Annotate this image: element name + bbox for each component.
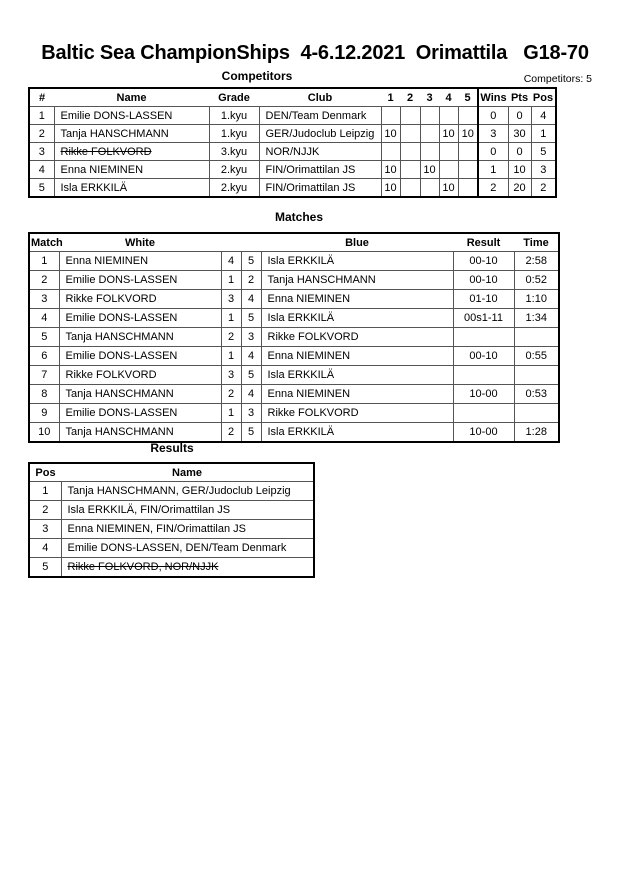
col-header-blue-num — [241, 233, 261, 252]
matches-heading: Matches — [274, 210, 324, 224]
col-header-blue: Blue — [261, 233, 453, 252]
match-result — [453, 404, 514, 423]
competitor-name: Emilie DONS-LASSEN — [54, 107, 209, 125]
match-time: 1:28 — [514, 423, 559, 443]
score-cell — [381, 107, 400, 125]
white-competitor-number: 3 — [221, 366, 241, 385]
score-cell — [439, 107, 458, 125]
white-competitor-number: 1 — [221, 309, 241, 328]
blue-competitor-number: 4 — [241, 347, 261, 366]
competitor-wins: 3 — [478, 125, 508, 143]
result-name: Rikke FOLKVORD, NOR/NJJK — [61, 558, 314, 578]
blue-competitor: Tanja HANSCHMANN — [261, 271, 453, 290]
col-header-club: Club — [259, 88, 381, 107]
competitor-club: FIN/Orimattilan JS — [259, 161, 381, 179]
col-header-4: 4 — [439, 88, 458, 107]
result-name: Isla ERKKILÄ, FIN/Orimattilan JS — [61, 501, 314, 520]
white-competitor: Emilie DONS-LASSEN — [59, 271, 221, 290]
score-cell: 10 — [381, 179, 400, 198]
white-competitor: Tanja HANSCHMANN — [59, 423, 221, 443]
col-header-result: Result — [453, 233, 514, 252]
white-competitor-number: 2 — [221, 328, 241, 347]
col-header-time: Time — [514, 233, 559, 252]
score-cell — [439, 143, 458, 161]
result-row — [29, 482, 314, 501]
match-number: 10 — [29, 423, 59, 443]
competitor-name: Rikke FOLKVORD — [54, 143, 209, 161]
col-header-name: Name — [61, 463, 314, 482]
col-header-pts: Pts — [508, 88, 531, 107]
white-competitor-number: 1 — [221, 271, 241, 290]
competitor-row — [29, 107, 556, 125]
matches-header-row — [29, 233, 559, 252]
score-cell — [400, 143, 420, 161]
blue-competitor: Isla ERKKILÄ — [261, 423, 453, 443]
match-result: 00s1-11 — [453, 309, 514, 328]
blue-competitor: Rikke FOLKVORD — [261, 328, 453, 347]
col-header-5: 5 — [458, 88, 478, 107]
blue-competitor: Enna NIEMINEN — [261, 347, 453, 366]
competitor-pts: 20 — [508, 179, 531, 198]
white-competitor: Rikke FOLKVORD — [59, 290, 221, 309]
score-cell — [400, 161, 420, 179]
match-row — [29, 309, 559, 328]
match-result: 10-00 — [453, 385, 514, 404]
score-cell: 10 — [439, 179, 458, 198]
competitor-club: NOR/NJJK — [259, 143, 381, 161]
col-header-pos: Pos — [29, 463, 61, 482]
match-row — [29, 366, 559, 385]
competitor-name: Enna NIEMINEN — [54, 161, 209, 179]
competitor-name: Isla ERKKILÄ — [54, 179, 209, 198]
competitor-number: 1 — [29, 107, 54, 125]
competitor-row — [29, 143, 556, 161]
competitor-wins: 1 — [478, 161, 508, 179]
white-competitor: Tanja HANSCHMANN — [59, 328, 221, 347]
result-position: 3 — [29, 520, 61, 539]
white-competitor: Emilie DONS-LASSEN — [59, 347, 221, 366]
col-header-2: 2 — [400, 88, 420, 107]
match-row — [29, 385, 559, 404]
competitor-row — [29, 125, 556, 143]
results-header-row — [29, 463, 314, 482]
match-number: 1 — [29, 252, 59, 271]
white-competitor-number: 4 — [221, 252, 241, 271]
score-cell — [439, 161, 458, 179]
result-row — [29, 558, 314, 578]
competitor-grade: 2.kyu — [209, 161, 259, 179]
score-cell — [420, 179, 439, 198]
col-header-3: 3 — [420, 88, 439, 107]
match-result: 01-10 — [453, 290, 514, 309]
white-competitor-number: 1 — [221, 404, 241, 423]
blue-competitor-number: 4 — [241, 385, 261, 404]
competitor-pos: 1 — [531, 125, 556, 143]
match-number: 8 — [29, 385, 59, 404]
white-competitor: Enna NIEMINEN — [59, 252, 221, 271]
competitors-heading: Competitors — [221, 69, 293, 83]
blue-competitor-number: 2 — [241, 271, 261, 290]
match-time — [514, 404, 559, 423]
match-time — [514, 366, 559, 385]
competitor-grade: 1.kyu — [209, 107, 259, 125]
score-cell: 10 — [439, 125, 458, 143]
col-header-pos: Pos — [531, 88, 556, 107]
blue-competitor-number: 5 — [241, 366, 261, 385]
score-cell — [458, 107, 478, 125]
match-number: 2 — [29, 271, 59, 290]
match-row — [29, 423, 559, 443]
competitor-number: 4 — [29, 161, 54, 179]
competitor-club: FIN/Orimattilan JS — [259, 179, 381, 198]
blue-competitor: Enna NIEMINEN — [261, 290, 453, 309]
blue-competitor-number: 5 — [241, 423, 261, 443]
competitor-row — [29, 179, 556, 198]
match-row — [29, 347, 559, 366]
competitor-pts: 10 — [508, 161, 531, 179]
matches-table — [28, 232, 560, 443]
score-cell — [458, 179, 478, 198]
score-cell: 10 — [381, 125, 400, 143]
blue-competitor-number: 3 — [241, 404, 261, 423]
result-position: 4 — [29, 539, 61, 558]
match-result: 00-10 — [453, 252, 514, 271]
col-header-num: # — [29, 88, 54, 107]
white-competitor: Emilie DONS-LASSEN — [59, 404, 221, 423]
white-competitor-number: 2 — [221, 423, 241, 443]
match-time — [514, 328, 559, 347]
competitors-table — [28, 87, 557, 198]
match-time: 0:52 — [514, 271, 559, 290]
match-number: 4 — [29, 309, 59, 328]
col-header-white-num — [221, 233, 241, 252]
results-table — [28, 462, 315, 578]
competitor-number: 3 — [29, 143, 54, 161]
col-header-1: 1 — [381, 88, 400, 107]
match-row — [29, 252, 559, 271]
result-position: 2 — [29, 501, 61, 520]
col-header-grade: Grade — [209, 88, 259, 107]
score-cell — [420, 125, 439, 143]
blue-competitor-number: 4 — [241, 290, 261, 309]
match-result — [453, 366, 514, 385]
match-row — [29, 271, 559, 290]
col-header-wins: Wins — [478, 88, 508, 107]
col-header-name: Name — [54, 88, 209, 107]
result-name: Emilie DONS-LASSEN, DEN/Team Denmark — [61, 539, 314, 558]
white-competitor-number: 1 — [221, 347, 241, 366]
results-heading: Results — [150, 441, 194, 455]
match-time: 2:58 — [514, 252, 559, 271]
competitor-pts: 0 — [508, 143, 531, 161]
blue-competitor: Isla ERKKILÄ — [261, 252, 453, 271]
match-number: 7 — [29, 366, 59, 385]
white-competitor: Tanja HANSCHMANN — [59, 385, 221, 404]
competitor-grade: 2.kyu — [209, 179, 259, 198]
match-result: 00-10 — [453, 271, 514, 290]
competitor-row — [29, 161, 556, 179]
match-result: 10-00 — [453, 423, 514, 443]
competitor-pts: 30 — [508, 125, 531, 143]
competitor-grade: 3.kyu — [209, 143, 259, 161]
score-cell — [458, 143, 478, 161]
competitor-club: DEN/Team Denmark — [259, 107, 381, 125]
score-cell — [381, 143, 400, 161]
match-row — [29, 328, 559, 347]
result-row — [29, 501, 314, 520]
competitor-name: Tanja HANSCHMANN — [54, 125, 209, 143]
score-cell — [420, 107, 439, 125]
competitor-pos: 3 — [531, 161, 556, 179]
competitors-header-row — [29, 88, 556, 107]
competitor-number: 2 — [29, 125, 54, 143]
blue-competitor: Isla ERKKILÄ — [261, 309, 453, 328]
white-competitor: Rikke FOLKVORD — [59, 366, 221, 385]
result-name: Enna NIEMINEN, FIN/Orimattilan JS — [61, 520, 314, 539]
score-cell — [400, 107, 420, 125]
score-cell — [420, 143, 439, 161]
competitor-club: GER/Judoclub Leipzig — [259, 125, 381, 143]
page-title: Baltic Sea ChampionShips 4-6.12.2021 Orimattila G18-70 — [41, 42, 589, 64]
white-competitor-number: 3 — [221, 290, 241, 309]
match-number: 6 — [29, 347, 59, 366]
blue-competitor-number: 5 — [241, 309, 261, 328]
competitors-count: Competitors: 5 — [523, 73, 592, 85]
result-position: 5 — [29, 558, 61, 578]
competitor-number: 5 — [29, 179, 54, 198]
score-cell: 10 — [420, 161, 439, 179]
white-competitor-number: 2 — [221, 385, 241, 404]
competitor-pos: 2 — [531, 179, 556, 198]
blue-competitor-number: 3 — [241, 328, 261, 347]
blue-competitor: Enna NIEMINEN — [261, 385, 453, 404]
competitor-grade: 1.kyu — [209, 125, 259, 143]
match-number: 9 — [29, 404, 59, 423]
result-name: Tanja HANSCHMANN, GER/Judoclub Leipzig — [61, 482, 314, 501]
competitor-wins: 0 — [478, 143, 508, 161]
match-result: 00-10 — [453, 347, 514, 366]
score-cell: 10 — [458, 125, 478, 143]
competitor-pos: 4 — [531, 107, 556, 125]
score-cell — [458, 161, 478, 179]
col-header-match: Match — [29, 233, 59, 252]
match-number: 3 — [29, 290, 59, 309]
competitor-wins: 0 — [478, 107, 508, 125]
white-competitor: Emilie DONS-LASSEN — [59, 309, 221, 328]
result-position: 1 — [29, 482, 61, 501]
result-row — [29, 539, 314, 558]
score-cell: 10 — [381, 161, 400, 179]
blue-competitor: Isla ERKKILÄ — [261, 366, 453, 385]
result-row — [29, 520, 314, 539]
match-result — [453, 328, 514, 347]
match-time: 0:53 — [514, 385, 559, 404]
score-cell — [400, 125, 420, 143]
score-cell — [400, 179, 420, 198]
match-number: 5 — [29, 328, 59, 347]
blue-competitor-number: 5 — [241, 252, 261, 271]
match-row — [29, 404, 559, 423]
match-time: 1:34 — [514, 309, 559, 328]
match-time: 1:10 — [514, 290, 559, 309]
competitor-pos: 5 — [531, 143, 556, 161]
match-time: 0:55 — [514, 347, 559, 366]
blue-competitor: Rikke FOLKVORD — [261, 404, 453, 423]
col-header-white: White — [59, 233, 221, 252]
match-row — [29, 290, 559, 309]
competitor-wins: 2 — [478, 179, 508, 198]
competitor-pts: 0 — [508, 107, 531, 125]
